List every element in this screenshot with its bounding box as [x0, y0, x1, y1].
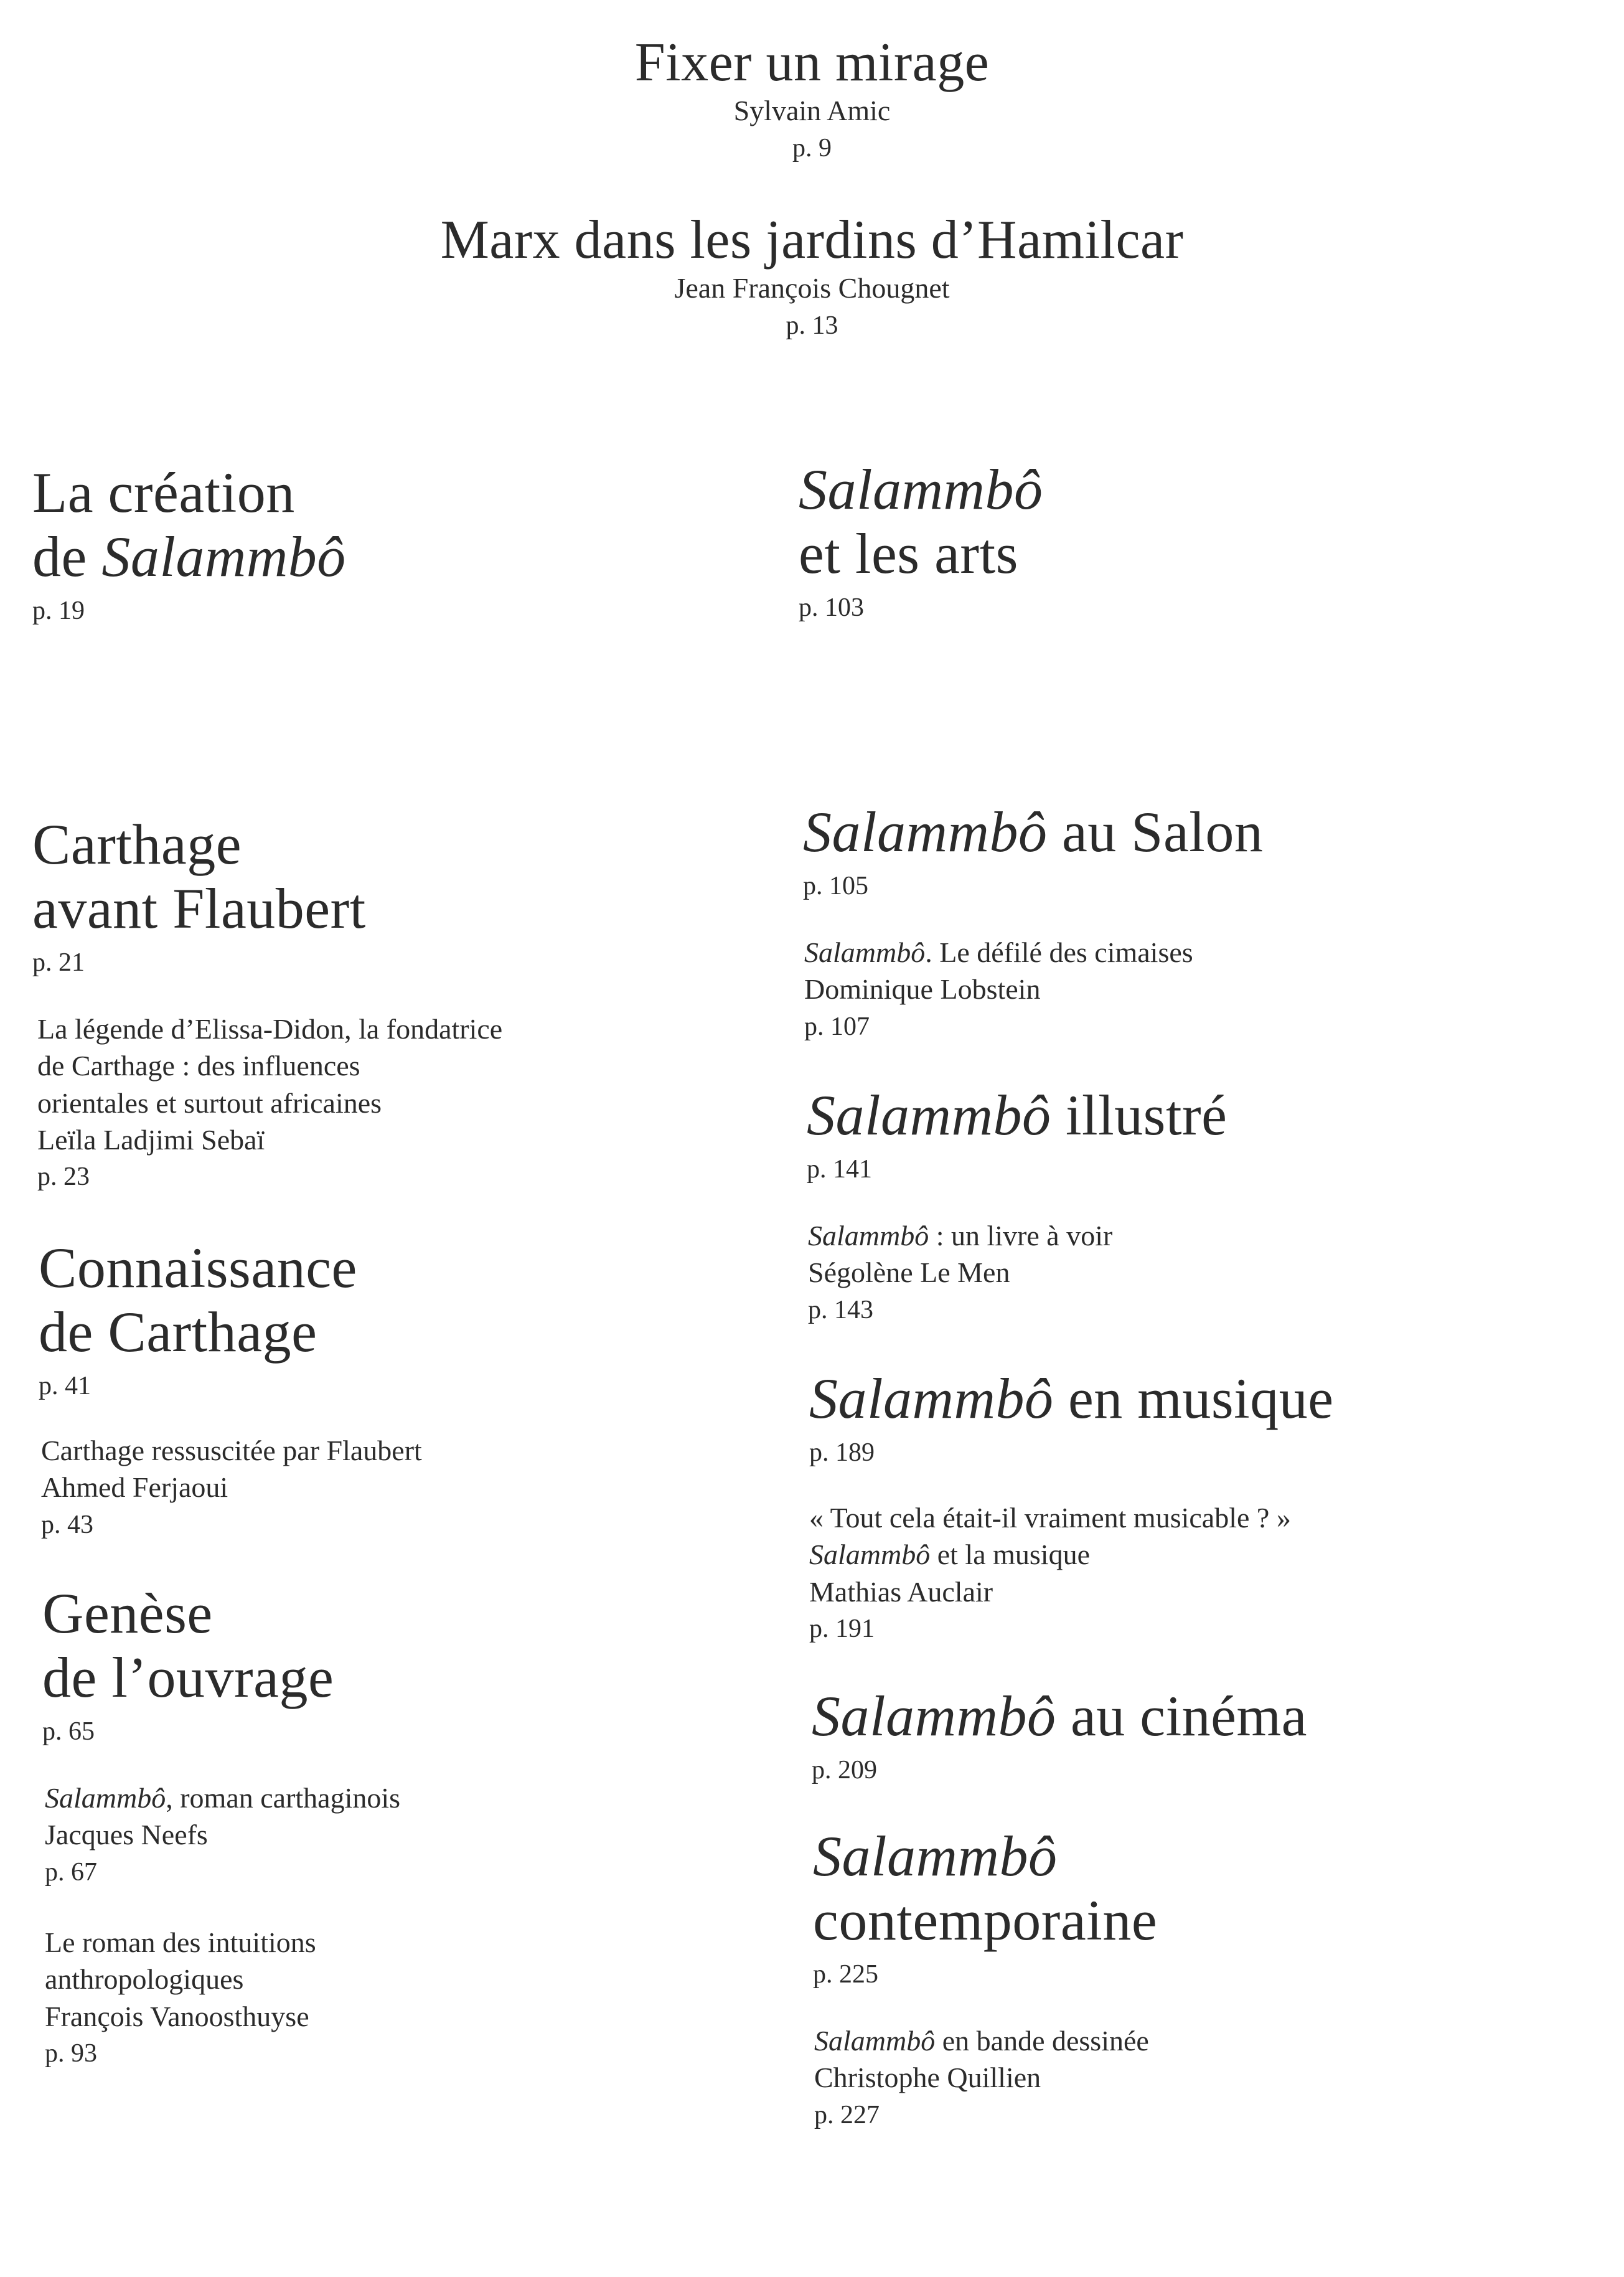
essay-title-em: Salammbô — [814, 2025, 936, 2057]
section-genese-de-l-ouvrage — [42, 1582, 789, 1750]
essay-page: p. 143 — [808, 1295, 873, 1324]
section-title-line1: Connaissance — [39, 1236, 357, 1299]
section-title — [32, 813, 779, 941]
essay-page: p. 23 — [37, 1162, 90, 1192]
part-title-line1: La création — [32, 461, 295, 524]
part-title-em: Salammbô — [799, 458, 1043, 521]
essay-title-rest: : un livre à voir — [929, 1220, 1113, 1252]
essay-page: p. 227 — [814, 2100, 880, 2129]
section-page: p. 189 — [809, 1438, 875, 1468]
essay-title-rest: , roman carthaginois — [166, 1782, 401, 1814]
essay-title-em: Salammbô — [45, 1782, 166, 1814]
intro-entry-2 — [0, 212, 1624, 346]
essay-page: p. 43 — [41, 1510, 93, 1539]
section-illustre — [807, 1083, 1554, 1188]
essay-bande-dessinee — [814, 2022, 1437, 2134]
section-en-musique — [809, 1367, 1556, 1471]
essay-elissa-didon — [37, 1011, 660, 1196]
intro-title: Marx dans les jardins d’Hamilcar — [440, 210, 1184, 270]
section-au-salon — [803, 800, 1550, 905]
section-title — [813, 1824, 1560, 1953]
section-title — [39, 1236, 786, 1364]
section-page: p. 225 — [813, 1960, 878, 1989]
section-title-line1: Carthage — [32, 813, 242, 876]
essay-title-line: Le roman des intuitions — [45, 1926, 316, 1958]
essay-title-line: orientales et surtout africaines — [37, 1087, 382, 1119]
section-page: p. 41 — [39, 1372, 91, 1401]
section-title-rest: au cinéma — [1056, 1684, 1307, 1748]
essay-roman-carthaginois — [45, 1780, 667, 1892]
essay-title-em: Salammbô — [804, 936, 926, 968]
essay-defile-des-cimaises — [804, 934, 1427, 1046]
essay-title-line — [804, 934, 1427, 971]
essay-title-line: La légende d’Elissa-Didon, la fondatrice — [37, 1013, 503, 1045]
section-page: p. 21 — [32, 948, 85, 978]
part-heading-creation — [32, 461, 779, 629]
section-title-em: Salammbô — [813, 1824, 1058, 1888]
intro-page: p. 13 — [786, 311, 838, 340]
essay-title-rest: et la musique — [930, 1539, 1091, 1571]
essay-title-line — [45, 1780, 667, 1816]
section-title-rest: en musique — [1053, 1367, 1334, 1430]
part-page: p. 19 — [32, 596, 85, 626]
essay-author: Dominique Lobstein — [804, 973, 1041, 1006]
part-title — [799, 458, 1546, 586]
essay-carthage-ressuscitee — [41, 1432, 664, 1544]
essay-author: Ahmed Ferjaoui — [41, 1471, 228, 1504]
section-title-line1: Genèse — [42, 1582, 213, 1645]
essay-title-rest: . Le défilé des cimaises — [925, 936, 1193, 968]
part-page: p. 103 — [799, 593, 864, 623]
essay-title-line: Carthage ressuscitée par Flaubert — [41, 1435, 422, 1466]
section-carthage-avant-flaubert — [32, 813, 779, 981]
essay-title-em: Salammbô — [808, 1220, 929, 1252]
section-connaissance-de-carthage — [39, 1236, 786, 1405]
section-title-line2: contemporaine — [813, 1888, 1158, 1953]
essay-page: p. 191 — [809, 1614, 875, 1643]
section-page: p. 105 — [803, 872, 868, 901]
essay-title-line — [814, 2022, 1437, 2059]
section-page: p. 141 — [807, 1155, 872, 1184]
essay-title-line: de Carthage : des influences — [37, 1050, 360, 1082]
section-title — [803, 800, 1550, 864]
part-heading-arts — [799, 458, 1546, 626]
section-title-rest: au Salon — [1047, 800, 1264, 864]
section-title-em: Salammbô — [809, 1367, 1054, 1430]
section-title-em: Salammbô — [807, 1083, 1051, 1147]
essay-author: Mathias Auclair — [809, 1575, 993, 1608]
essay-page: p. 93 — [45, 2039, 97, 2068]
essay-title-em: Salammbô — [809, 1539, 931, 1571]
essay-author: Jacques Neefs — [45, 1819, 208, 1851]
essay-musicable — [809, 1499, 1432, 1648]
essay-title-line: « Tout cela était-il vraiment musicable ? » — [809, 1502, 1291, 1534]
section-page: p. 65 — [42, 1717, 95, 1747]
section-title — [807, 1083, 1554, 1148]
section-page: p. 209 — [812, 1756, 877, 1785]
section-au-cinema — [812, 1684, 1559, 1789]
section-title-em: Salammbô — [812, 1684, 1056, 1748]
section-contemporaine — [813, 1824, 1560, 1993]
essay-author: Christophe Quillien — [814, 2062, 1041, 2094]
intro-author: Jean François Chougnet — [674, 272, 950, 304]
essay-livre-a-voir — [808, 1217, 1430, 1329]
intro-entry-1 — [0, 34, 1624, 168]
section-title-em: Salammbô — [803, 800, 1048, 864]
section-title — [812, 1684, 1559, 1748]
part-title-em: Salammbô — [101, 525, 346, 589]
part-title-line2: et les arts — [799, 522, 1018, 586]
essay-page: p. 67 — [45, 1857, 97, 1887]
essay-page: p. 107 — [804, 1012, 870, 1041]
part-title — [32, 461, 779, 589]
part-title-pre: de — [32, 525, 102, 589]
section-title — [809, 1367, 1556, 1431]
essay-title-rest: en bande dessinée — [935, 2025, 1149, 2057]
section-title-line2: de l’ouvrage — [42, 1646, 334, 1710]
section-title-rest: illustré — [1051, 1083, 1227, 1147]
section-title-line2: de Carthage — [39, 1300, 317, 1364]
essay-title-line — [809, 1536, 1432, 1573]
intro-title: Fixer un mirage — [634, 32, 990, 93]
essay-intuitions-anthropologiques — [45, 1924, 667, 2073]
section-title-line2: avant Flaubert — [32, 877, 366, 941]
intro-author: Sylvain Amic — [733, 95, 891, 127]
essay-title-line — [808, 1217, 1430, 1254]
essay-author: Ségolène Le Men — [808, 1256, 1010, 1289]
essay-author: François Vanoosthuyse — [45, 2000, 309, 2032]
essay-title-line: anthropologiques — [45, 1963, 244, 1996]
intro-page: p. 9 — [792, 133, 832, 163]
essay-author: Leïla Ladjimi Sebaï — [37, 1123, 265, 1156]
section-title — [42, 1582, 789, 1710]
